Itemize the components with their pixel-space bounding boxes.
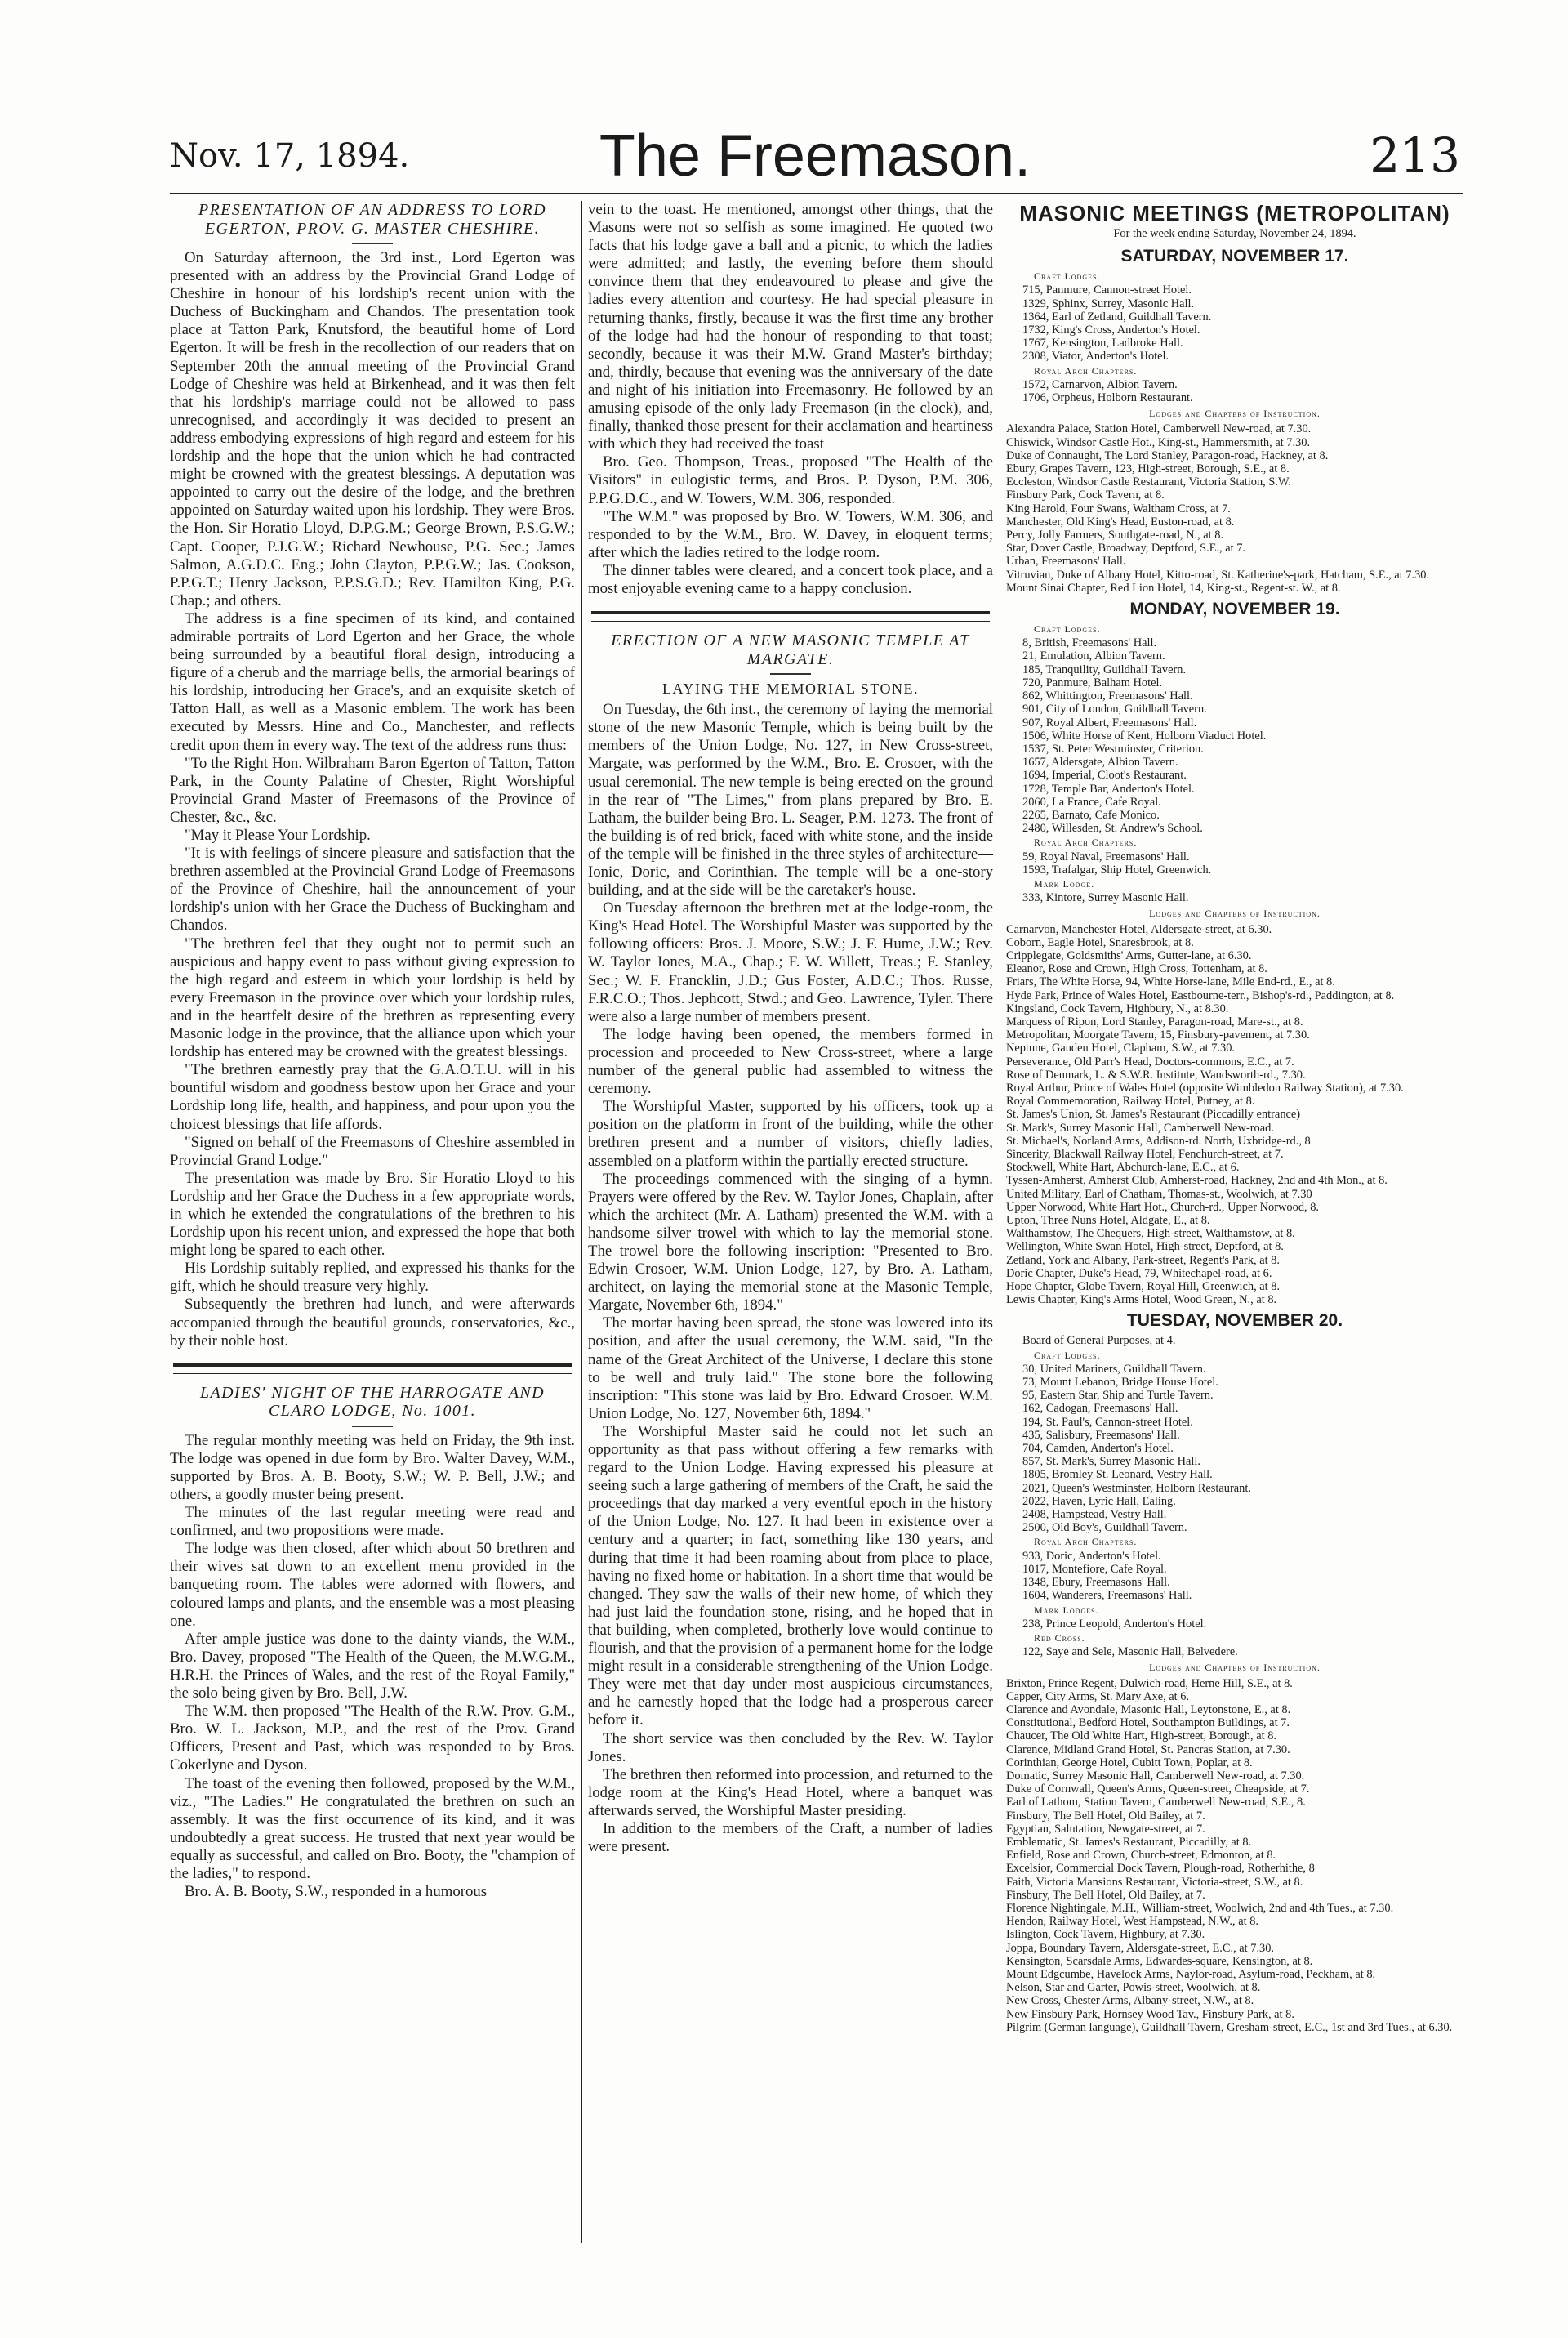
day-heading: SATURDAY, NOVEMBER 17. — [1120, 247, 1349, 266]
column-2 — [588, 201, 993, 1856]
meeting-entry: 2480, Willesden, St. Andrew's School. — [1022, 822, 1203, 836]
meeting-entry: 59, Royal Naval, Freemasons' Hall. — [1022, 850, 1190, 863]
meeting-entry: Eccleston, Windsor Castle Restaurant, Victoria Station, S.W. — [1006, 475, 1291, 489]
meeting-entry: St. Mark's, Surrey Masonic Hall, Camberwell New-road. — [1006, 1121, 1274, 1135]
title-separator — [770, 673, 811, 675]
meeting-entry: 2500, Old Boy's, Guildhall Tavern. — [1022, 1521, 1187, 1535]
article-paragraph: The W.M. then proposed "The Health of the R.W. Prov. G.M., Bro. W. L. Jackson, M.P., and the rest of the Prov. Grand Officers, Present and Past, which was responded to by Bros. Cokerlyne and Dyson. — [170, 1702, 575, 1774]
meeting-entry: 194, St. Paul's, Cannon-street Hotel. — [1022, 1415, 1193, 1429]
meeting-entry: 238, Prince Leopold, Anderton's Hotel. — [1022, 1617, 1207, 1631]
meeting-entry: Excelsior, Commercial Dock Tavern, Plough-road, Rotherhithe, 8 — [1006, 1862, 1315, 1876]
meeting-entry: 2021, Queen's Westminster, Holborn Restaurant. — [1022, 1481, 1251, 1495]
meeting-entry: 8, British, Freemasons' Hall. — [1022, 636, 1157, 650]
meeting-entry: Alexandra Palace, Station Hotel, Camberwell New-road, at 7.30. — [1006, 422, 1312, 436]
meeting-entry: Earl of Lathom, Station Tavern, Camberwell New-road, S.E., 8. — [1006, 1796, 1306, 1809]
meeting-entry: Joppa, Boundary Tavern, Aldersgate-street, E.C., at 7.30. — [1006, 1941, 1275, 1955]
meeting-entry: 1767, Kensington, Ladbroke Hall. — [1022, 337, 1183, 350]
meeting-entry: Zetland, York and Albany, Park-street, Regent's Park, at 8. — [1006, 1253, 1280, 1267]
meeting-entry: Hyde Park, Prince of Wales Hotel, Eastbourne-terr., Bishop's-rd., Paddington, at 8. — [1006, 988, 1395, 1002]
title-separator — [352, 243, 393, 244]
section-heading: Red Cross. — [1034, 1631, 1085, 1644]
meeting-entry: Manchester, Old King's Head, Euston-road, at 8. — [1006, 515, 1235, 529]
meeting-entry: New Cross, Chester Arms, Albany-street, N.W., at 8. — [1006, 1994, 1254, 2008]
meeting-entry: Emblematic, St. James's Restaurant, Piccadilly, at 8. — [1006, 1835, 1252, 1849]
article-paragraph: The Worshipful Master, supported by his officers, took up a position on the platform in front of the building, while the other brethren present and a number of visitors, chiefly ladies, assembled on a platform within the partially erected structure. — [588, 1098, 993, 1170]
section-heading: Lodges and Chapters of Instruction. — [1149, 908, 1321, 920]
meeting-entry: 30, United Mariners, Guildhall Tavern. — [1022, 1362, 1206, 1376]
section-heading: Mark Lodges. — [1034, 1604, 1099, 1616]
meeting-entry: Mount Edgcumbe, Havelock Arms, Naylor-road, Asylum-road, Peckham, at 8. — [1006, 1967, 1376, 1981]
meeting-entry: Pilgrim (German language), Guildhall Tavern, Gresham-street, E.C., 1st and 3rd Tues., at 6.30. — [1006, 2020, 1453, 2034]
meeting-entry: 857, St. Mark's, Surrey Masonic Hall. — [1022, 1455, 1201, 1469]
meeting-entry: 2308, Viator, Anderton's Hotel. — [1022, 350, 1169, 364]
article-paragraph: Bro. Geo. Thompson, Treas., proposed "The Health of the Visitors" in eulogistic terms, and Bros. P. Dyson, P.M. 306, P.P.G.D.C., and W. Towers, W.M. 306, responded. — [588, 453, 993, 507]
meeting-entry: Enfield, Rose and Crown, Church-street, Edmonton, at 8. — [1006, 1849, 1276, 1863]
meeting-entry: Domatic, Surrey Masonic Hall, Camberwell New-road, at 7.30. — [1006, 1769, 1305, 1783]
meeting-entry: 1572, Carnarvon, Albion Tavern. — [1022, 377, 1178, 391]
meeting-entry: Doric Chapter, Duke's Head, 79, Whitechapel-road, at 6. — [1006, 1266, 1272, 1280]
section-heading: Royal Arch Chapters. — [1034, 1536, 1138, 1548]
meeting-entry: Vitruvian, Duke of Albany Hotel, Kitto-road, St. Katherine's-park, Hatcham, S.E., at 7.30. — [1006, 568, 1430, 582]
meeting-entry: 1506, White Horse of Kent, Holborn Viaduct Hotel. — [1022, 729, 1267, 743]
meeting-entry: Royal Commemoration, Railway Hotel, Putney, at 8. — [1006, 1095, 1255, 1109]
meeting-entry: 1728, Temple Bar, Anderton's Hotel. — [1022, 782, 1195, 796]
meeting-entry: 2408, Hampstead, Vestry Hall. — [1022, 1508, 1167, 1522]
meetings-subtitle: For the week ending Saturday, November 24, 1894. — [1113, 227, 1356, 240]
article-paragraph: The presentation was made by Bro. Sir Horatio Lloyd to his Lordship and her Grace the Duchess in a few appropriate words, in which he extended the congratulations of the brethren to his Lordship upon his recent union, and expressed the hope that both might long be spared to each other. — [170, 1169, 575, 1260]
meeting-entry: Percy, Jolly Farmers, Southgate-road, N., at 8. — [1006, 529, 1224, 542]
meeting-entry: 21, Emulation, Albion Tavern. — [1022, 649, 1165, 663]
article-paragraph: The dinner tables were cleared, and a concert took place, and a most enjoyable evening came to a happy conclusion. — [588, 561, 993, 597]
day-heading: MONDAY, NOVEMBER 19. — [1129, 600, 1340, 619]
article-paragraph: "The brethren earnestly pray that the G.A.O.T.U. will in his bountiful wisdom and goodness bestow upon her Grace and your Lordship long life, health, and happiness, and pour upon you the choicest blessings that life affords. — [170, 1061, 575, 1133]
meeting-entry: Walthamstow, The Chequers, High-street, Walthamstow, at 8. — [1006, 1227, 1295, 1241]
meeting-entry: Neptune, Gauden Hotel, Clapham, S.W., at 7.30. — [1006, 1042, 1236, 1055]
article-paragraph: "To the Right Hon. Wilbraham Baron Egerton of Tatton, Tatton Park, in the County Palatine of Chester, Right Worshipful Provincial Grand Master of Freemasons of the Province of Chester, &c., &c. — [170, 754, 575, 826]
article-body-egerton — [170, 249, 575, 1350]
issue-date: Nov. 17, 1894. — [170, 137, 410, 175]
meeting-entry: 185, Tranquility, Guildhall Tavern. — [1022, 663, 1187, 676]
section-heading: Mark Lodge. — [1034, 877, 1095, 890]
meeting-entry: Nelson, Star and Garter, Powis-street, Woolwich, at 8. — [1006, 1981, 1261, 1995]
meeting-entry: 907, Royal Albert, Freemasons' Hall. — [1022, 716, 1197, 730]
column-1 — [170, 201, 575, 1901]
section-heading: Craft Lodges. — [1034, 1349, 1101, 1361]
article-paragraph: After ample justice was done to the dainty viands, the W.M., Bro. Davey, proposed "The Health of the Queen, the M.W.G.M., H.R.H. the Princes of Wales, and the rest of the Royal Family," the solo being given by Bro. Bell, J.W. — [170, 1630, 575, 1702]
meeting-entry: Perseverance, Old Parr's Head, Doctors-commons, E.C., at 7. — [1006, 1055, 1294, 1069]
article-paragraph: On Tuesday afternoon the brethren met at the lodge-room, the King's Head Hotel. The Worshipful Master was supported by the following officers: Bros. J. Moore, S.W.; J. F. Hume, J.W.; Rev. W. Taylor Jones, M.A., Chap.; F. W. Willett, Treas.; F. Stanley, Sec.; W. F. Francklin, J.D.; Gus Foster, A.D.C.; Thos. Russe, F.R.C.O.; Thos. Jephcott, Stwd.; and Geo. Lawrence, Tyler. There were also a large number of members present. — [588, 899, 993, 1025]
meeting-entry: Sincerity, Blackwall Railway Hotel, Fenchurch-street, at 7. — [1006, 1148, 1284, 1161]
article-paragraph: The regular monthly meeting was held on Friday, the 9th inst. The lodge was opened in due form by Bro. Walter Davey, W.M., supported by Bros. A. B. Booty, S.W.; W. P. Bell, J.W.; and others, a goodly muster being present. — [170, 1431, 575, 1503]
day-heading: TUESDAY, NOVEMBER 20. — [1126, 1311, 1343, 1331]
article-paragraph: The toast of the evening then followed, proposed by the W.M., viz., "The Ladies." He congratulated the brethren on such an assembly. It was the first occurrence of its kind, and it was undoubtedly a great success. He trusted that next year would be equally as successful, and called on Bro. Booty, the "champion of the ladies," to respond. — [170, 1774, 575, 1882]
meeting-entry: Rose of Denmark, L. & S.W.R. Institute, Wandsworth-rd., 7.30. — [1006, 1068, 1306, 1082]
article-paragraph: "The brethren feel that they ought not to permit such an auspicious and happy event to pass without giving expression to the high regard and esteem in which your lordship is held by every Freemason in the province over which your lordship rules, and in the heartfelt desire of the brethren as representing every Masonic lodge in the province, that the alliance upon which your lordship has entered may be crowned with the greatest blessings. — [170, 935, 575, 1061]
column-3-meetings — [1006, 201, 1463, 2034]
meeting-entry: Florence Nightingale, M.H., William-street, Woolwich, 2nd and 4th Tues., at 7.30. — [1006, 1901, 1394, 1915]
section-heading: Craft Lodges. — [1034, 270, 1101, 283]
meeting-entry: Clarence and Avondale, Masonic Hall, Leytonstone, E., at 8. — [1006, 1702, 1291, 1716]
newspaper-title: The Freemason. — [599, 123, 1031, 189]
meeting-entry: 901, City of London, Guildhall Tavern. — [1022, 703, 1207, 716]
section-heading: Craft Lodges. — [1034, 623, 1101, 636]
meeting-entry: Marquess of Ripon, Lord Stanley, Paragon-road, Mare-st., at 8. — [1006, 1015, 1303, 1028]
article-paragraph: On Saturday afternoon, the 3rd inst., Lord Egerton was presented with an address by the Provincial Grand Lodge of Cheshire in honour of his lordship's recent union with the Duchess of Buckingham and Chandos. The presentation took place at Tatton Park, Knutsford, the beautiful home of Lord Egerton. It will be fresh in the recollection of our readers that on September 20th the annual meeting of the Provincial Grand Lodge of Cheshire was held at Birkenhead, and it was then felt that his lordship's marriage could not be allowed to pass unrecognised, and accordingly it was decided to present an address embodying expressions of high regard and esteem for his lordship and the hope that the union which he had contracted might be crowned with the greatest blessings. A deputation was appointed to carry out the desire of the lodge, and the brethren appointed on Saturday waited upon his lordship. They were Bros. the Hon. Sir Horatio Lloyd, D.P.G.M.; George Brown, P.S.G.W.; Capt. Cooper, P.J.G.W.; Richard Newhouse, P.G. Sec.; James Salmon, A.G.D.C. Eng.; John Clayton, P.P.G.W.; Jas. Cookson, P.P.G.T.; Henry Jackson, P.P.S.G.D.; Rev. Hamilton King, P.G. Chap.; and others. — [170, 249, 575, 609]
section-heading: Royal Arch Chapters. — [1034, 837, 1138, 849]
meeting-entry: 333, Kintore, Surrey Masonic Hall. — [1022, 891, 1189, 905]
meeting-entry: Finsbury Park, Cock Tavern, at 8. — [1006, 489, 1165, 502]
article-divider — [173, 1363, 572, 1374]
article-paragraph: His Lordship suitably replied, and expressed his thanks for the gift, which he should treasure very highly. — [170, 1260, 575, 1296]
meeting-entry: Coborn, Eagle Hotel, Snaresbrook, at 8. — [1006, 935, 1194, 949]
article-continuation-harrogate — [588, 201, 993, 598]
article-subtitle-margate: LAYING THE MEMORIAL STONE. — [662, 680, 919, 698]
meeting-entry: Carnarvon, Manchester Hotel, Aldersgate-street, at 6.30. — [1006, 922, 1272, 936]
meeting-entry: Royal Arthur, Prince of Wales Hotel (opposite Wimbledon Railway Station), at 7.30. — [1006, 1081, 1404, 1095]
article-paragraph: In addition to the members of the Craft, a number of ladies were present. — [588, 1819, 993, 1856]
meeting-entry: 1364, Earl of Zetland, Guildhall Tavern. — [1022, 310, 1212, 323]
meeting-entry: Upton, Three Nuns Hotel, Aldgate, E., at 8. — [1006, 1214, 1210, 1228]
meeting-entry: Corinthian, George Hotel, Cubitt Town, Poplar, at 8. — [1006, 1756, 1253, 1769]
meeting-entry: 704, Camden, Anderton's Hotel. — [1022, 1442, 1174, 1456]
article-paragraph: "May it Please Your Lordship. — [185, 827, 371, 844]
article-paragraph: The lodge having been opened, the members formed in procession and proceeded to New Cross-street, where a large number of the general public had assembled to witness the ceremony. — [588, 1025, 993, 1098]
meeting-entry: Kensington, Scarsdale Arms, Edwardes-square, Kensington, at 8. — [1006, 1954, 1313, 1968]
article-body-harrogate — [170, 1432, 575, 1901]
meeting-entry: Faith, Victoria Mansions Restaurant, Victoria-street, S.W., at 8. — [1006, 1875, 1303, 1889]
article-paragraph: vein to the toast. He mentioned, amongst other things, that the Masons were not so selfish as some imagined. He quoted two facts that his lodge gave a ball and a picnic, to which the ladies were admitted; and lastly, the evening before them should convince them that they endeavoured to please and give the ladies every attention and courtesy. He had special pleasure in returning thanks, firstly, because it was the first time any brother of the lodge had had the honour of responding to that toast; secondly, because it was their M.W. Grand Master's birthday; and, thirdly, because that evening was the anniversary of the date and night of his initiation into Freemasonry. He followed by an amusing episode of the only lady Freemason (in the clock), and, finally, thanked those present for their acclamation and heartiness with which they had received the toast — [588, 201, 993, 453]
meeting-entry: 2060, La France, Cafe Royal. — [1022, 795, 1161, 809]
masthead — [170, 123, 1460, 188]
article-paragraph: "Signed on behalf of the Freemasons of Cheshire assembled in Provincial Grand Lodge." — [170, 1133, 575, 1169]
article-paragraph: The address is a fine specimen of its kind, and contained admirable portraits of Lord Egerton and her Grace, the whole being surrounded by a beautiful floral design, introducing a figure of a cherub and the marriage bells, the armorial bearings of his lordship, introducing her Grace's, and an exquisite sketch of Tatton Hall, as well as a Masonic emblem. The work has been executed by Messrs. Hine and Co., Manchester, and reflects credit upon them in every way. The text of the address runs thus: — [170, 609, 575, 754]
section-heading: Lodges and Chapters of Instruction. — [1149, 1662, 1321, 1674]
meeting-entry: 162, Cadogan, Freemasons' Hall. — [1022, 1402, 1178, 1416]
article-paragraph: The lodge was then closed, after which about 50 brethren and their wives sat down to an excellent menu provided in the banqueting room. The tables were adorned with flowers, and coloured lamps and plants, and the ensemble was a most pleasing one. — [170, 1540, 575, 1630]
meeting-entry: 933, Doric, Anderton's Hotel. — [1022, 1549, 1161, 1563]
meeting-entry: Duke of Cornwall, Queen's Arms, Queen-street, Cheapside, at 7. — [1006, 1783, 1310, 1796]
meeting-entry: Chiswick, Windsor Castle Hot., King-st., Hammersmith, at 7.30. — [1006, 435, 1311, 449]
meeting-entry: Tyssen-Amherst, Amherst Club, Amherst-road, Hackney, 2nd and 4th Mon., at 8. — [1006, 1174, 1388, 1188]
meeting-entry: United Military, Earl of Chatham, Thomas-st., Woolwich, at 7.30 — [1006, 1187, 1312, 1201]
meeting-entry: Upper Norwood, White Hart Hot., Church-rd., Upper Norwood, 8. — [1006, 1200, 1320, 1214]
meeting-entry: 715, Panmure, Cannon-street Hotel. — [1022, 283, 1192, 297]
article-paragraph: The proceedings commenced with the singing of a hymn. Prayers were offered by the Rev. W. Taylor Jones, Chaplain, after which the architect (Mr. A. Latham) presented the W.M. with a handsome silver trowel with which to lay the memorial stone. The trowel bore the following inscription: "Presented to Bro. Edwin Crosoer, W.M. Union Lodge, 127, by Bro. A. Latham, architect, on laying the memorial stone at the Masonic Temple, Margate, November 6th, 1894." — [588, 1170, 993, 1314]
meeting-entry: Egyptian, Salutation, Newgate-street, at 7. — [1006, 1822, 1205, 1836]
meeting-entry: Clarence, Midland Grand Hotel, St. Pancras Station, at 7.30. — [1006, 1742, 1290, 1756]
meeting-entry: 862, Whittington, Freemasons' Hall. — [1022, 689, 1193, 703]
meeting-entry: Duke of Connaught, The Lord Stanley, Paragon-road, Hackney, at 8. — [1006, 448, 1329, 462]
article-paragraph: Subsequently the brethren had lunch, and were afterwards accompanied through the beautiful grounds, conservatories, &c., by their noble host. — [170, 1296, 575, 1350]
meeting-entry: 1329, Sphinx, Surrey, Masonic Hall. — [1022, 297, 1195, 310]
meeting-entry: 435, Salisbury, Freemasons' Hall. — [1022, 1428, 1180, 1442]
article-body-margate — [588, 701, 993, 1856]
meeting-entry: 73, Mount Lebanon, Bridge House Hotel. — [1022, 1376, 1218, 1390]
section-heading: Lodges and Chapters of Instruction. — [1149, 408, 1321, 420]
page-number: 213 — [1370, 127, 1460, 183]
meetings-days — [1006, 247, 1463, 2034]
article-paragraph: The mortar having been spread, the stone was lowered into its position, and after the usual ceremony, the W.M. said, "In the name of the Great Architect of the Universe, I declare this stone to be well and truly laid." The stone bore the following inscription: "This stone was laid by Bro. Edward Crosoer. W.M. Union Lodge, No. 127, November 6th, 1894." — [588, 1314, 993, 1422]
meeting-entry: 1694, Imperial, Cloot's Restaurant. — [1022, 769, 1187, 783]
meeting-entry: King Harold, Four Swans, Waltham Cross, at 7. — [1006, 502, 1231, 515]
meeting-entry: 122, Saye and Sele, Masonic Hall, Belvedere. — [1022, 1645, 1238, 1659]
meeting-entry: Stockwell, White Hart, Abchurch-lane, E.C., at 6. — [1006, 1161, 1240, 1175]
meeting-entry: Kingsland, Cock Tavern, Highbury, N., at 8.30. — [1006, 1002, 1229, 1015]
meeting-entry: Eleanor, Rose and Crown, High Cross, Tottenham, at 8. — [1006, 962, 1267, 976]
meeting-entry: Friars, The White Horse, 94, White Horse-lane, Mile End-rd., E., at 8. — [1006, 975, 1335, 989]
meeting-entry: Brixton, Prince Regent, Dulwich-road, Herne Hill, S.E., at 8. — [1006, 1676, 1293, 1690]
article-paragraph: "The W.M." was proposed by Bro. W. Towers, W.M. 306, and responded to by the W.M., Bro. W. Davey, in eloquent terms; after which the ladies retired to the lodge room. — [588, 507, 993, 561]
meeting-entry: Finsbury, The Bell Hotel, Old Bailey, at 7. — [1006, 1888, 1205, 1902]
meeting-entry: Cripplegate, Goldsmiths' Arms, Gutter-lane, at 6.30. — [1006, 948, 1252, 962]
meeting-entry: Metropolitan, Moorgate Tavern, 15, Finsbury-pavement, at 7.30. — [1006, 1028, 1310, 1042]
meeting-entry: Urban, Freemasons' Hall. — [1006, 555, 1126, 569]
meeting-entry: Star, Dover Castle, Broadway, Deptford, S.E., at 7. — [1006, 542, 1246, 555]
article-title-egerton: PRESENTATION OF AN ADDRESS TO LORD EGERTON, PROV. G. MASTER CHESHIRE. — [198, 201, 546, 238]
meeting-entry: 1348, Ebury, Freemasons' Hall. — [1022, 1576, 1170, 1590]
meeting-entry: 1537, St. Peter Westminster, Criterion. — [1022, 742, 1204, 756]
meeting-entry: Ebury, Grapes Tavern, 123, High-street, Borough, S.E., at 8. — [1006, 462, 1290, 476]
article-paragraph: The brethren then reformed into procession, and returned to the lodge room at the King's Head Hotel, where a banquet was afterwards served, the Worshipful Master presiding. — [588, 1765, 993, 1819]
meeting-entry: 1805, Bromley St. Leonard, Vestry Hall. — [1022, 1468, 1213, 1482]
meeting-entry: Finsbury, The Bell Hotel, Old Bailey, at 7. — [1006, 1809, 1205, 1823]
meeting-entry: 1604, Wanderers, Freemasons' Hall. — [1022, 1589, 1192, 1603]
title-separator — [352, 1426, 393, 1427]
meeting-entry: Capper, City Arms, St. Mary Axe, at 6. — [1006, 1689, 1190, 1703]
meetings-title: MASONIC MEETINGS (METROPOLITAN) — [1019, 201, 1450, 225]
article-paragraph: Bro. A. B. Booty, S.W., responded in a humorous — [185, 1883, 488, 1901]
meeting-entry: 1732, King's Cross, Anderton's Hotel. — [1022, 323, 1200, 337]
section-heading: Royal Arch Chapters. — [1034, 364, 1138, 377]
meeting-entry: 95, Eastern Star, Ship and Turtle Tavern. — [1022, 1389, 1214, 1403]
article-title-harrogate: LADIES' NIGHT OF THE HARROGATE AND CLARO LODGE, No. 1001. — [199, 1383, 546, 1421]
meeting-entry: Lewis Chapter, King's Arms Hotel, Wood Green, N., at 8. — [1006, 1293, 1277, 1307]
meeting-entry: 2022, Haven, Lyric Hall, Ealing. — [1022, 1494, 1176, 1508]
meeting-entry: Mount Sinai Chapter, Red Lion Hotel, 14, King-st., Regent-st. W., at 8. — [1006, 581, 1341, 595]
meeting-entry: 720, Panmure, Balham Hotel. — [1022, 676, 1163, 689]
article-paragraph: The Worshipful Master said he could not let such an opportunity as that pass without offering a few remarks with regard to the Union Lodge. Having expressed his pleasure at seeing such a large gathering of members of the Craft, he said the proceedings that day marked a very eventful epoch in the history of the Union Lodge, No. 127. It had been in existence over a century and a quarter; in fact, something like 130 years, and during that time it had been roaming about from place to place, having no fixed home or habitation. In a short time that would be changed. They saw the walls of their new home, of which they had just laid the foundation stone, rising, and he hoped that in that building, when completed, brotherly love would continue to flourish, and that the provision of a permanent home for the lodge might result in a considerable strengthening of the Union Lodge. They were met that day under most auspicious circumstances, and he earnestly hoped that the lodge had a prosperous career before it. — [588, 1422, 993, 1729]
meeting-entry: New Finsbury Park, Hornsey Wood Tav., Finsbury Park, at 8. — [1006, 2007, 1294, 2021]
article-paragraph: The short service was then concluded by the Rev. W. Taylor Jones. — [588, 1729, 993, 1765]
meeting-entry: Hope Chapter, Globe Tavern, Royal Hill, Greenwich, at 8. — [1006, 1280, 1281, 1294]
meeting-entry: 1657, Aldersgate, Albion Tavern. — [1022, 756, 1178, 770]
meeting-entry: 1593, Trafalgar, Ship Hotel, Greenwich. — [1022, 863, 1212, 877]
meeting-entry: Hendon, Railway Hotel, West Hampstead, N.W., at 8. — [1006, 1915, 1258, 1929]
article-paragraph: The minutes of the last regular meeting were read and confirmed, and two propositions were made. — [170, 1504, 575, 1540]
meeting-entry: St. Michael's, Norland Arms, Addison-rd. North, Uxbridge-rd., 8 — [1006, 1134, 1311, 1148]
masthead-rule — [170, 193, 1463, 194]
meeting-entry: 2265, Barnato, Cafe Monico. — [1022, 808, 1160, 822]
meeting-entry: Wellington, White Swan Hotel, High-street, Deptford, at 8. — [1006, 1240, 1284, 1254]
article-paragraph: On Tuesday, the 6th inst., the ceremony of laying the memorial stone of the new Masonic Temple, which is being built by the members of the Union Lodge, No. 127, in New Cross-street, Margate, was performed by the W.M., Bro. E. Crosoer, with the usual ceremonial. The new temple is being erected on the ground in the rear of "The Limes," from plans prepared by Bro. E. Latham, the builder being Bro. L. Seager, P.M. 1273. The front of the building is of red brick, faced with white stone, and the inside of the temple will be finished in the three styles of architecture—Ionic, Doric, and Corinthian. The temple will be a one-story building, and at the side will be the caretaker's house. — [588, 701, 993, 899]
meeting-entry: St. James's Union, St. James's Restaurant (Piccadilly entrance) — [1006, 1108, 1301, 1122]
meeting-entry: 1017, Montefiore, Cafe Royal. — [1022, 1562, 1167, 1576]
meeting-entry: Constitutional, Bedford Hotel, Southampton Buildings, at 7. — [1006, 1716, 1290, 1730]
article-paragraph: "It is with feelings of sincere pleasure and satisfaction that the brethren assembled at the Provincial Grand Lodge of Freemasons of the Province of Cheshire, hail the announcement of your lordship's union with her Grace the Duchess of Buckingham and Chandos. — [170, 845, 575, 935]
article-divider — [591, 611, 990, 622]
article-title-margate: ERECTION OF A NEW MASONIC TEMPLE AT MARGATE. — [611, 631, 970, 668]
meeting-entry: Chaucer, The Old White Hart, High-street, Borough, at 8. — [1006, 1729, 1276, 1743]
meeting-entry: 1706, Orpheus, Holborn Restaurant. — [1022, 391, 1193, 405]
day-intro: Board of General Purposes, at 4. — [1022, 1334, 1176, 1348]
meeting-entry: Islington, Cock Tavern, Highbury, at 7.30. — [1006, 1928, 1205, 1942]
column-rule-1 — [581, 201, 582, 2243]
